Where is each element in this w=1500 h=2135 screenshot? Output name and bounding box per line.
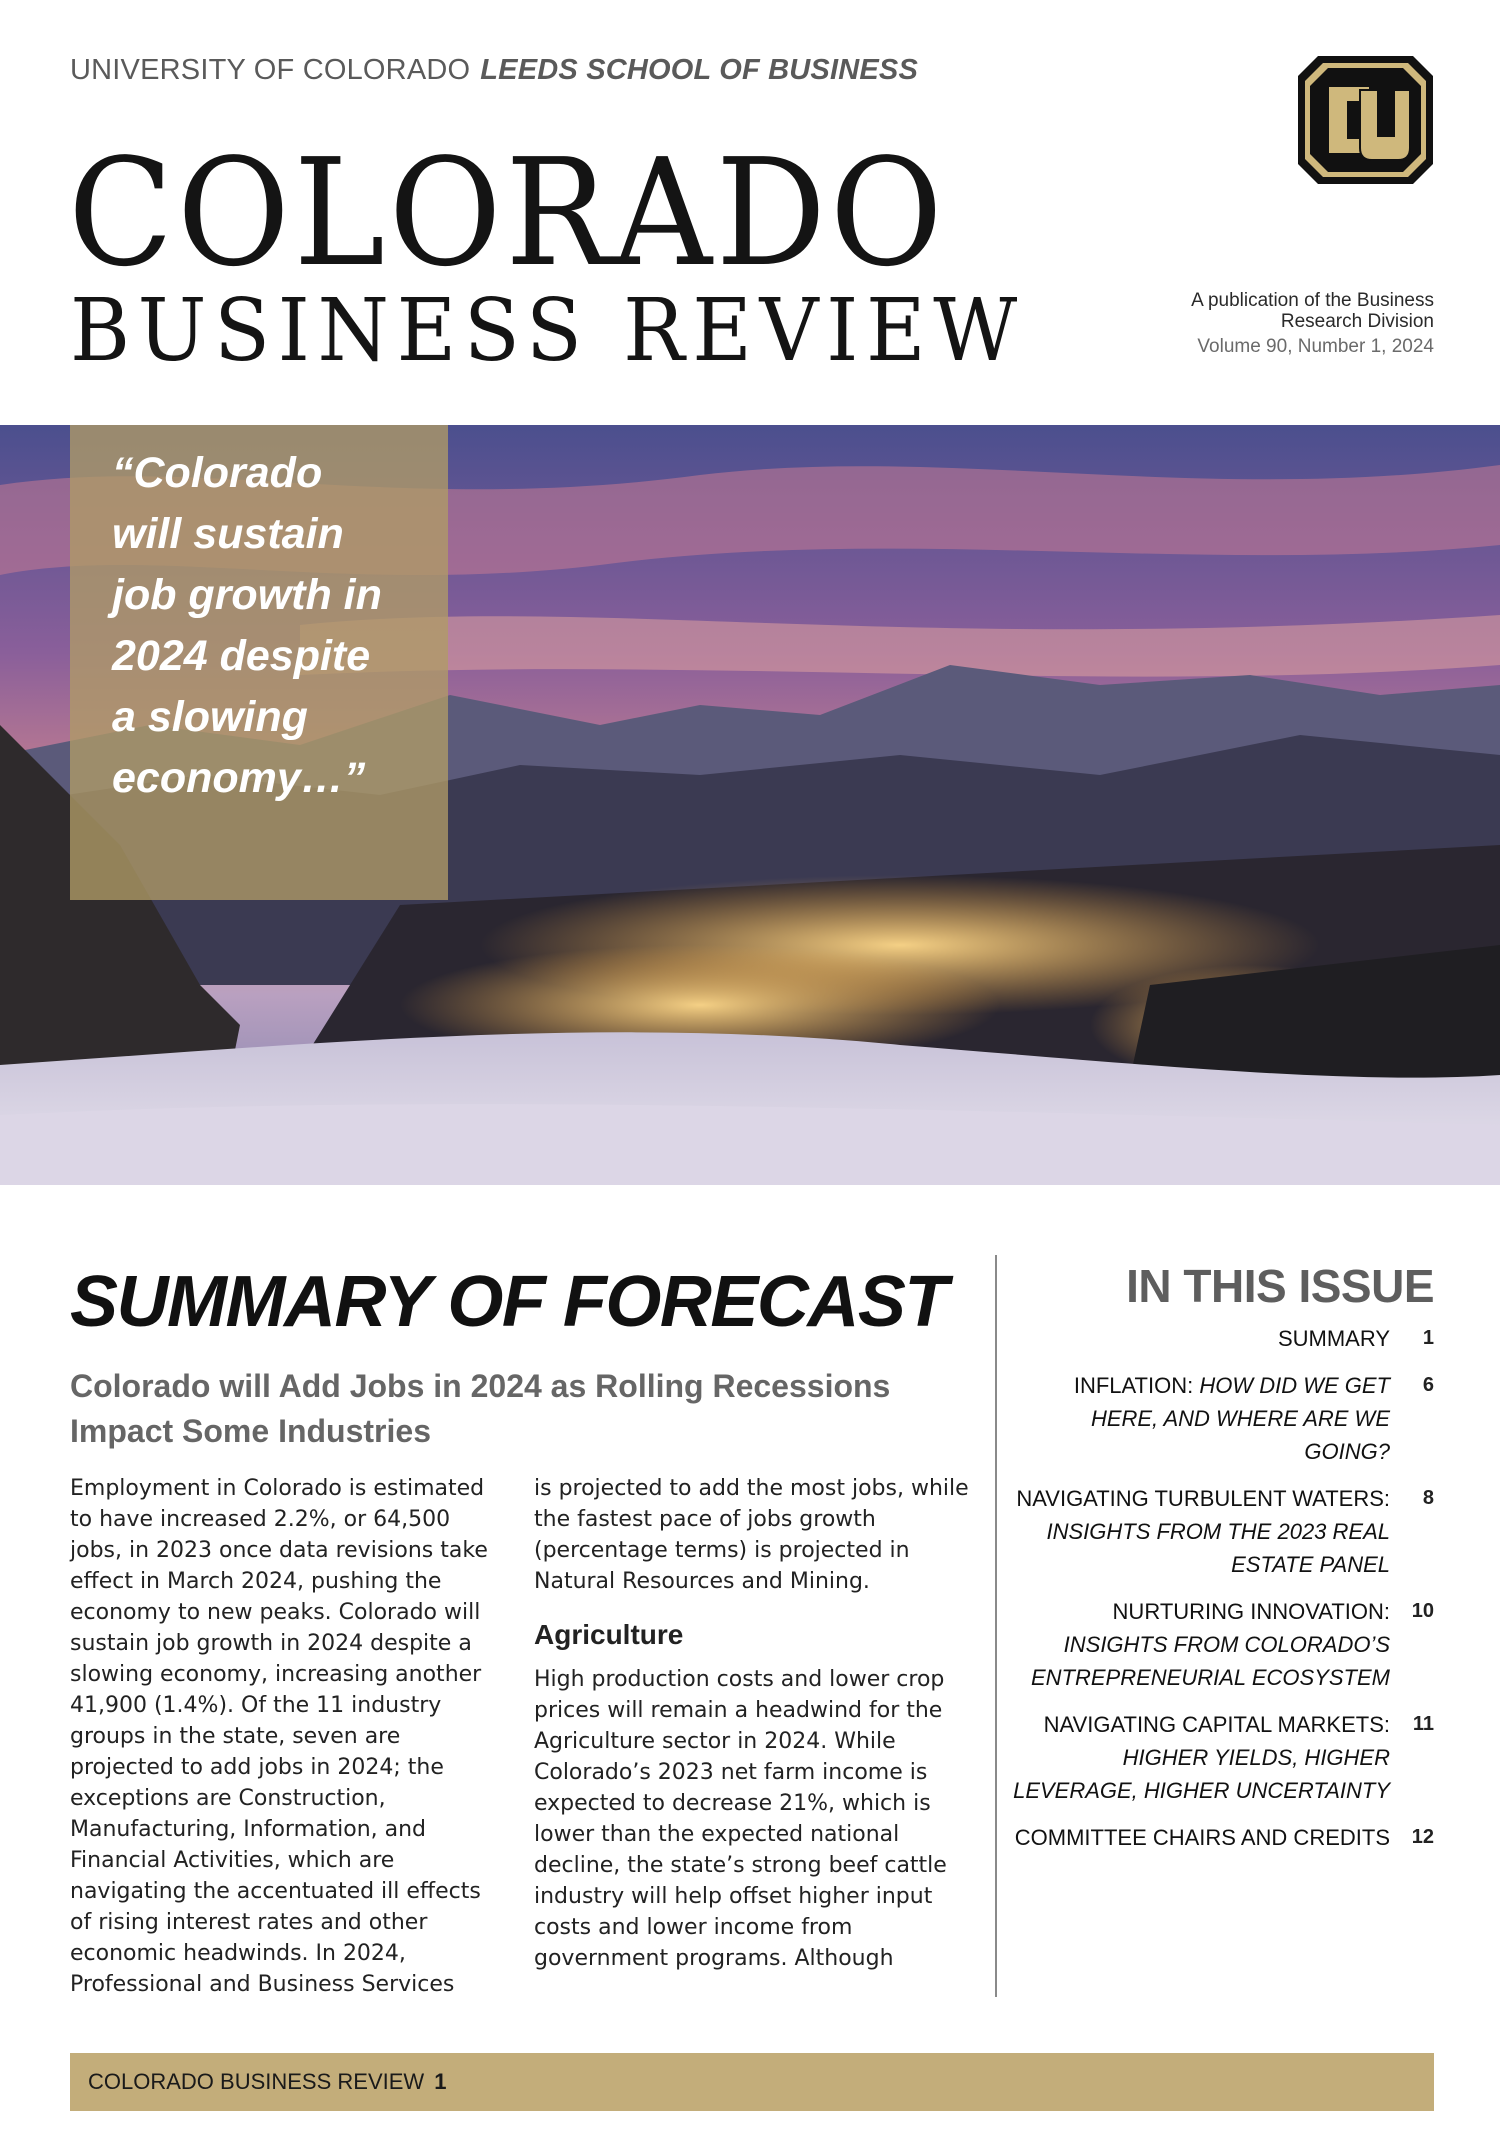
university-name: UNIVERSITY OF COLORADO	[70, 54, 471, 86]
toc-label: NURTURING INNOVATION:	[1112, 1599, 1390, 1624]
agriculture-heading: Agriculture	[534, 1619, 684, 1650]
toc-subtitle: HIGHER YIELDS, HIGHER LEVERAGE, HIGHER UNCERTAINTY	[1013, 1745, 1390, 1803]
column-divider	[995, 1255, 997, 1997]
masthead-subtitle: BUSINESS REVIEW	[70, 281, 1025, 381]
toc-label: INFLATION:	[1073, 1373, 1200, 1398]
publication-line-1: A publication of the Business	[1191, 290, 1434, 311]
toc-page-number: 10	[1411, 1600, 1434, 1622]
institution-line	[70, 54, 918, 87]
masthead-title: COLORADO	[68, 127, 947, 299]
cu-logo-icon	[1298, 56, 1433, 184]
toc-item[interactable]	[1010, 1322, 1434, 1355]
toc-subtitle: INSIGHTS FROM COLORADO’S ENTREPRENEURIAL ECOSYSTEM	[1030, 1632, 1390, 1690]
toc-label: COMMITTEE CHAIRS AND CREDITS	[1014, 1825, 1390, 1850]
pull-quote: “Colorado will sustain job growth in 2024 despite a slowing economy…”	[112, 449, 382, 802]
agriculture-text: High production costs and lower crop prices will remain a headwind for the Agriculture sector in 2024. While Colorado’s 2023 net farm income is expected to decrease 21%, which is lower than the expected national decline, the state’s strong beef cattle industry will help offset higher input costs and lower income from government programs. Although	[534, 1667, 947, 1971]
summary-title: SUMMARY OF FORECAST	[70, 1262, 947, 1342]
toc-page-number: 6	[1422, 1374, 1434, 1396]
in-this-issue-title: IN THIS ISSUE	[1126, 1260, 1434, 1312]
table-of-contents	[1010, 1322, 1434, 1868]
toc-label: SUMMARY	[1277, 1326, 1390, 1351]
volume-info: Volume 90, Number 1, 2024	[1197, 336, 1434, 357]
pull-quote-box	[70, 425, 448, 900]
footer-page-number: 1	[434, 2069, 447, 2094]
toc-item[interactable]	[1010, 1595, 1434, 1694]
summary-column-1: Employment in Colorado is estimated to have increased 2.2%, or 64,500 jobs, in 2023 once data revisions take effect in March 2024, pushing the economy to new peaks. Colorado will sustain job growth in 2024 despite a slowing economy, increasing another 41,900 (1.4%). Of the 11 industry groups in the state, seven are projected to add jobs in 2024; the exceptions are Construction, Manufacturing, Information, and Financial Activities, which are navigating the accentuated ill effects of rising interest rates and other economic headwinds. In 2024, Professional and Business Services	[70, 1476, 488, 1997]
toc-item[interactable]	[1010, 1482, 1434, 1581]
toc-page-number: 1	[1422, 1327, 1434, 1349]
toc-page-number: 8	[1422, 1487, 1434, 1509]
publication-line-2: Research Division	[1280, 311, 1434, 332]
hero-image	[0, 425, 1500, 1185]
summary-subtitle: Colorado will Add Jobs in 2024 as Rolling Recessions Impact Some Industries	[70, 1368, 891, 1449]
toc-label: NAVIGATING CAPITAL MARKETS:	[1043, 1712, 1390, 1737]
toc-item[interactable]	[1010, 1821, 1434, 1854]
toc-item[interactable]	[1010, 1708, 1434, 1807]
page-footer	[70, 2053, 1434, 2111]
toc-item[interactable]	[1010, 1369, 1434, 1468]
footer-label: COLORADO BUSINESS REVIEW	[88, 2069, 425, 2094]
toc-page-number: 11	[1412, 1713, 1434, 1735]
school-name: LEEDS SCHOOL OF BUSINESS	[480, 54, 918, 86]
toc-subtitle: INSIGHTS FROM THE 2023 REAL ESTATE PANEL	[1046, 1519, 1390, 1577]
summary-column-2-intro: is projected to add the most jobs, while the fastest pace of jobs growth (percentage terms) is projected in Natural Resources and Mining.	[534, 1476, 969, 1594]
publication-info	[1154, 290, 1434, 357]
summary-column-2	[534, 1473, 974, 1974]
toc-label: NAVIGATING TURBULENT WATERS:	[1016, 1486, 1390, 1511]
toc-page-number: 12	[1411, 1826, 1434, 1848]
toc-subtitle: HOW DID WE GET HERE, AND WHERE ARE WE GOING?	[1090, 1373, 1390, 1464]
